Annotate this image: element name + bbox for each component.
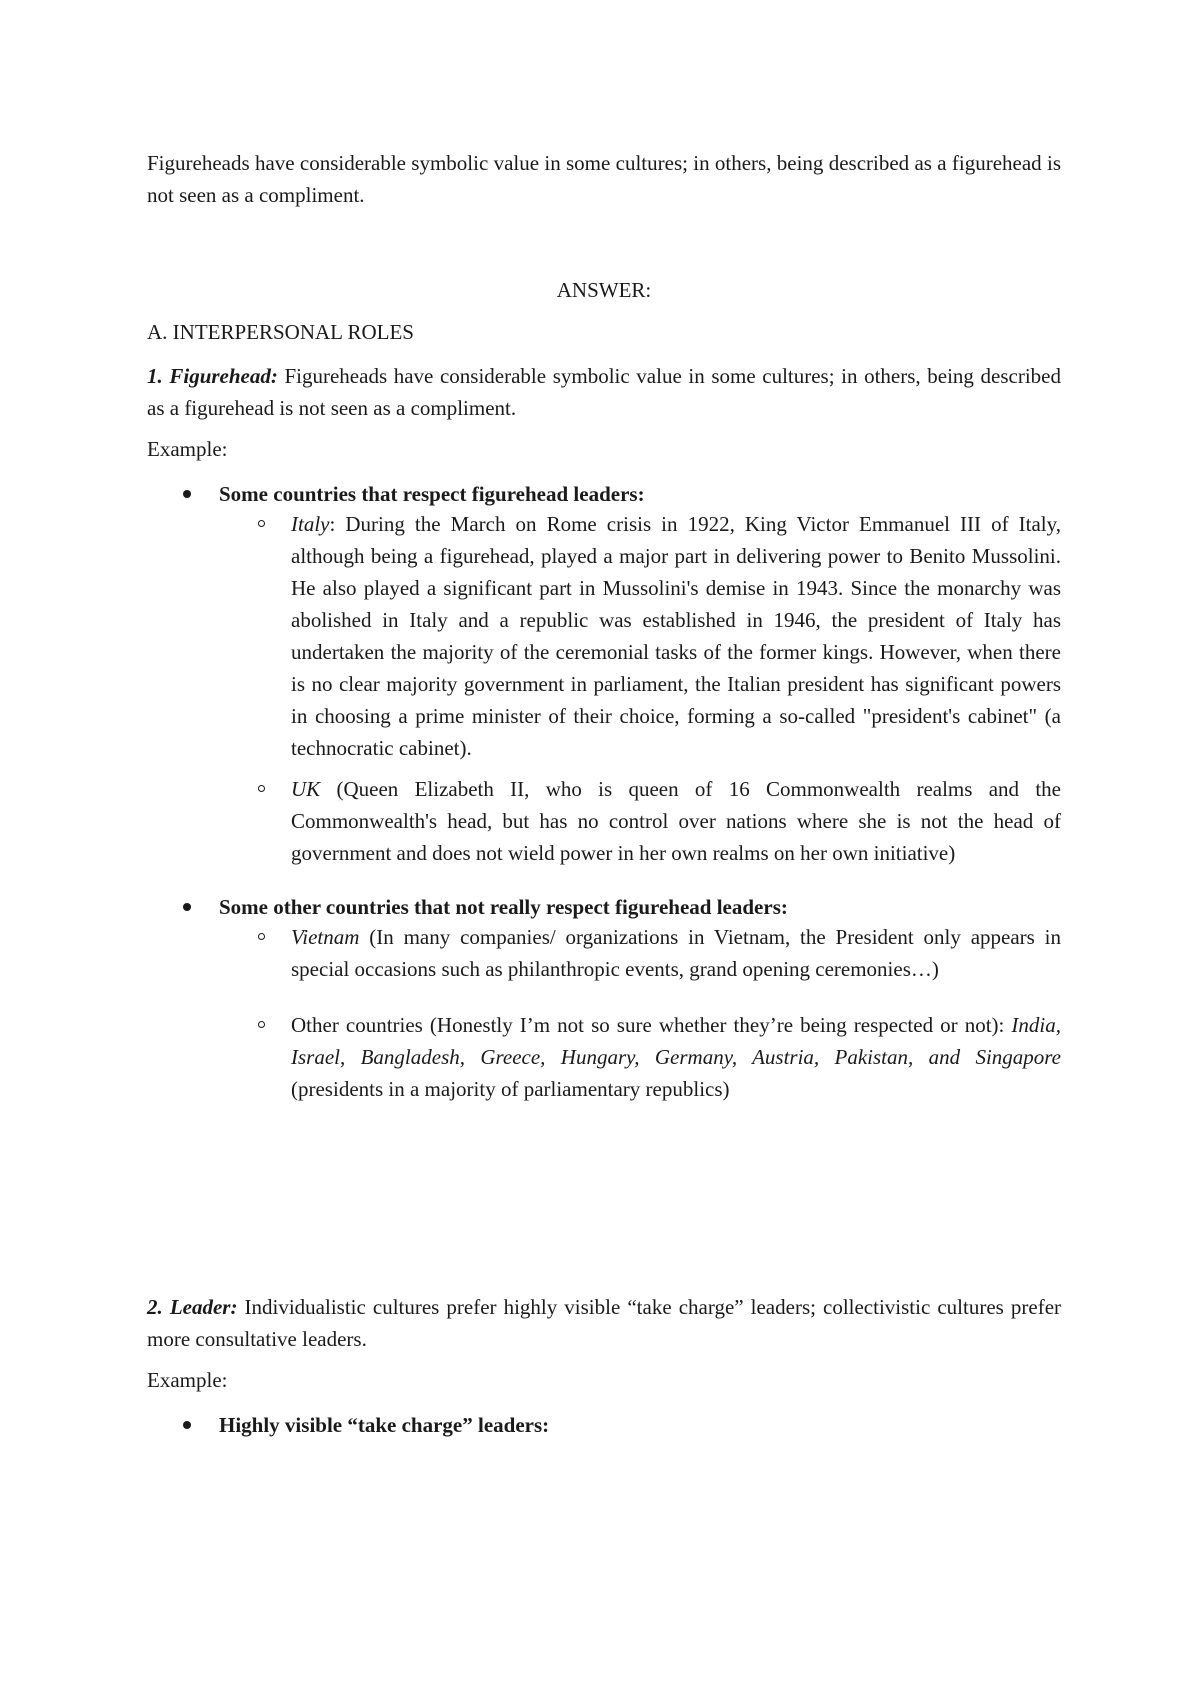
item2-title: Leader: <box>169 1295 238 1319</box>
bullet-dot-icon <box>183 490 191 498</box>
item1-paragraph <box>147 360 1061 424</box>
item1-text: Figureheads have considerable symbolic value in some cultures; in others, being described as a figurehead is not seen as a compliment. <box>147 364 1061 420</box>
bullet-dot-icon <box>183 903 191 911</box>
country-name: UK <box>291 777 321 801</box>
sub-bullet-circle-icon <box>258 933 265 940</box>
intro-paragraph: Figureheads have considerable symbolic value in some cultures; in others, being described as a figurehead is not seen as a compliment. <box>147 151 1061 207</box>
answer-heading: ANSWER: <box>556 278 652 302</box>
bullet-heading: Some countries that respect figurehead leaders: <box>219 482 645 506</box>
sub-bullet-circle-icon <box>258 520 265 527</box>
section-a-heading: A. INTERPERSONAL ROLES <box>147 320 414 344</box>
bullet-heading: Some other countries that not really respect figurehead leaders: <box>219 895 788 919</box>
item2-paragraph <box>147 1291 1061 1355</box>
sub-bullet-circle-icon <box>258 1021 265 1028</box>
sub-item-tail: (presidents in a majority of parliamentary republics) <box>291 1077 730 1101</box>
sub-item-text <box>291 508 1061 764</box>
country-name: Italy <box>291 512 330 536</box>
country-name: Vietnam <box>291 925 360 949</box>
bullet-heading: Highly visible “take charge” leaders: <box>219 1413 550 1437</box>
sub-item-body: : During the March on Rome crisis in 1922, King Victor Emmanuel III of Italy, although being a figurehead, played a major part in delivering power to Benito Mussolini. He also played a significant part in Mussolini's demise in 1943. Since the monarchy was abolished in Italy and a republic was established in 1946, the president of Italy has undertaken the majority of the ceremonial tasks of the former kings. However, when there is no clear majority government in parliament, the Italian president has significant powers in choosing a prime minister of their choice, forming a so-called "president's cabinet" (a technocratic cabinet). <box>291 512 1061 760</box>
item2-number: 2. <box>147 1295 163 1319</box>
example2-label: Example: <box>147 1368 228 1392</box>
sub-item-body: (In many companies/ organizations in Vietnam, the President only appears in special occasions such as philanthropic events, grand opening ceremonies…) <box>291 925 1061 981</box>
item2-text: Individualistic cultures prefer highly visible “take charge” leaders; collectivistic cultures prefer more consultative leaders. <box>147 1295 1062 1351</box>
sub-item-lead: Other countries (Honestly I’m not so sure whether they’re being respected or not): <box>291 1013 1012 1037</box>
sub-item-text <box>291 773 1061 869</box>
sub-item-body: (Queen Elizabeth II, who is queen of 16 Commonwealth realms and the Commonwealth's head, but has no control over nations where she is not the head of government and does not wield power in her own realms on her own initiative) <box>291 777 1061 865</box>
sub-bullet-circle-icon <box>258 785 265 792</box>
example1-label: Example: <box>147 437 228 461</box>
item1-title: Figurehead: <box>169 364 278 388</box>
item1-number: 1. <box>147 364 163 388</box>
country-list: India, Israel, Bangladesh, Greece, Hungary, Germany, Austria, Pakistan, and Singapore <box>291 1013 1061 1069</box>
sub-item-text <box>291 921 1061 985</box>
sub-item-text <box>291 1009 1061 1105</box>
bullet-dot-icon <box>183 1421 191 1429</box>
